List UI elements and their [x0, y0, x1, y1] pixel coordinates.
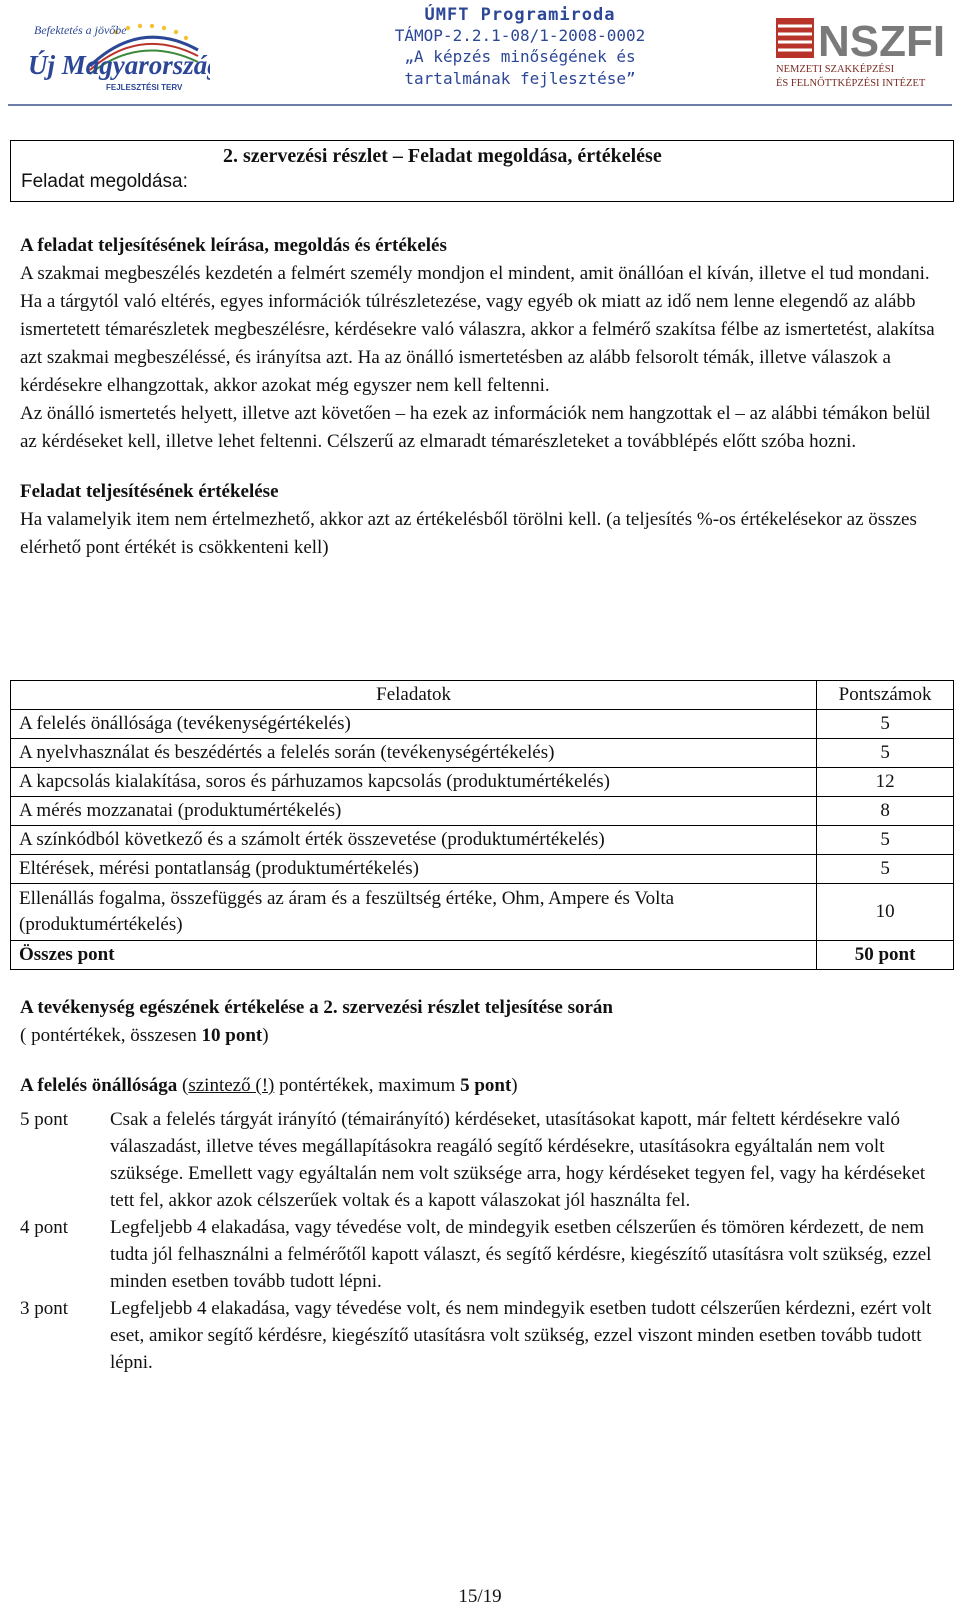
- program-title: „A képzés minőségének és tartalmának fejlesztése”: [404, 47, 636, 88]
- page-header: [0, 0, 960, 108]
- level-text: Legfeljebb 4 elakadása, vagy tévedése volt, de mindegyik esetben célszerűen és tömören kérdezett, de nem tudta jól felhasználni a felmérőtől kapott választ, és segítő kérdésre, kiegészítő utasításra volt szükség, ezzel minden esetben tovább tudott lépni.: [110, 1217, 932, 1292]
- evaluation-paragraph: Ha valamelyik item nem értelmezhető, akkor azt az értékelésből törölni kell. (a teljesítés %-os értékelésekor az összes elérhető pont értékét is csökkenteni kell): [20, 509, 917, 558]
- table-row: [11, 855, 954, 884]
- row-task: Eltérések, mérési pontatlanság (produktumértékelés): [11, 855, 817, 884]
- table-row: [11, 884, 954, 941]
- solution-label: Feladat megoldása:: [21, 171, 188, 192]
- table-header-row: [11, 681, 954, 710]
- program-office-block: [380, 4, 660, 90]
- row-points: 5: [817, 826, 954, 855]
- criterion-max: 5 pont: [460, 1075, 512, 1096]
- header-divider: [8, 104, 952, 106]
- description-paragraph-1: A szakmai megbeszélés kezdetén a felmért személy mondjon el mindent, amit önállóan el kíván, illetve el tud mondani. Ha a tárgytól való eltérés, egyes információk túlrészletezése, vagy egyéb ok miatt az idő nem lenne elegendő az alább ismertetett témarészletek megbeszélésre, kérdésekre való válaszra, akkor a felmérő szakítsa félbe az ismertetést, alakítsa azt szakmai megbeszéléssé, és irányítsa azt. Ha az önálló ismertetésben az alább felsorolt témák, illetve válaszok a kérdésekre elhangzottak, akkor azokat még egyszer nem kell feltenni.: [20, 263, 935, 396]
- row-points: 12: [817, 768, 954, 797]
- list-item: [20, 1295, 950, 1376]
- row-task: A nyelvhasználat és beszédértés a felelés során (tevékenységértékelés): [11, 739, 817, 768]
- activity-heading: A tevékenység egészének értékelése a 2. szervezési részlet teljesítése során: [20, 997, 613, 1018]
- header-tasks: Feladatok: [11, 681, 817, 710]
- level-text: Legfeljebb 4 elakadása, vagy tévedése volt, és nem mindegyik esetben tudott célszerűen kérdezni, ezért volt eset, amikor segítő kérdésre, kiegészítő utasításra volt szükség, ezzel viszont minden esetben tovább tudott lépni.: [110, 1298, 932, 1373]
- row-task: A színkódból következő és a számolt érték összevetése (produktumértékelés): [11, 826, 817, 855]
- section-title-box: [10, 140, 954, 202]
- evaluation-heading: Feladat teljesítésének értékelése: [20, 481, 279, 502]
- uj-magyarorszag-logo: [20, 10, 210, 98]
- header-points: Pontszámok: [817, 681, 954, 710]
- scoring-levels: [20, 1106, 950, 1376]
- row-task: A kapcsolás kialakítása, soros és párhuzamos kapcsolás (produktumértékelés): [11, 768, 817, 797]
- logo-sub: FEJLESZTÉSI TERV: [106, 83, 183, 92]
- description-paragraph-2: Az önálló ismertetés helyett, illetve azt követően – ha ezek az információk nem hangzottak el – az alábbi témákon belül az kérdéseket kell, illetve lehet feltenni. Célszerű az elmaradt témarészleteket a továbblépés előtt szóba hozni.: [20, 403, 931, 452]
- table-row: [11, 768, 954, 797]
- level-points: 4 pont: [20, 1217, 69, 1238]
- nszfi-sub1: NEMZETI SZAKKÉPZÉSI: [776, 64, 895, 75]
- page-number: 15/19: [458, 1586, 502, 1607]
- row-points: 10: [817, 884, 954, 941]
- level-points: 3 pont: [20, 1298, 69, 1319]
- row-points: 5: [817, 739, 954, 768]
- row-task: Ellenállás fogalma, összefüggés az áram és a feszültség értéke, Ohm, Ampere és Volta (produktumértékelés): [11, 884, 817, 941]
- level-text: Csak a felelés tárgyát irányító (témairányító) kérdéseket, utasításokat kapott, már feltett kérdésekre való válaszadást, illetve téves megállapításokra reagáló segítő kérdésekre, utasításokra egyáltalán nem volt szüksége. Emellett vagy egyáltalán nem volt szüksége arra, hogy kérdéseket tegyen fel, vagy ha kérdéseket tett fel, akkor azok célszerűek voltak és a kapott válaszokat jól használta fel.: [110, 1109, 926, 1211]
- table-row: [11, 739, 954, 768]
- criterion-name: A felelés önállósága: [20, 1075, 178, 1096]
- score-table: [10, 680, 954, 970]
- table-total-row: [11, 941, 954, 970]
- row-points: 5: [817, 855, 954, 884]
- logo-name: Új Magyarország: [28, 50, 210, 80]
- row-task: A felelés önállósága (tevékenységértékelés): [11, 710, 817, 739]
- nszfi-sub2: ÉS FELNŐTTKÉPZÉSI INTÉZET: [776, 78, 926, 89]
- nszfi-logo: [774, 12, 946, 92]
- criterion-line: A felelés önállósága (szintező (!) pontértékek, maximum 5 pont): [20, 1075, 518, 1096]
- task-description: [20, 232, 950, 562]
- list-item: [20, 1214, 950, 1295]
- row-points: 5: [817, 710, 954, 739]
- section-title: 2. szervezési részlet – Feladat megoldása, értékelése: [223, 145, 662, 167]
- table-row: [11, 710, 954, 739]
- total-points: 50 pont: [817, 941, 954, 970]
- total-label: Összes pont: [11, 941, 817, 970]
- description-heading: A feladat teljesítésének leírása, megoldás és értékelés: [20, 235, 447, 256]
- activity-evaluation: [20, 994, 950, 1100]
- row-task: A mérés mozzanatai (produktumértékelés): [11, 797, 817, 826]
- level-points: 5 pont: [20, 1109, 69, 1130]
- nszfi-name: NSZFI: [818, 17, 946, 66]
- table-row: [11, 797, 954, 826]
- table-row: [11, 826, 954, 855]
- program-code: TÁMOP-2.2.1-08/1-2008-0002: [394, 26, 646, 45]
- activity-subheading: ( pontértékek, összesen 10 pont): [20, 1025, 269, 1046]
- program-office-name: ÚMFT Programiroda: [424, 5, 616, 25]
- row-points: 8: [817, 797, 954, 826]
- criterion-scale: szintező (!): [188, 1075, 275, 1096]
- nszfi-emblem-icon: [776, 18, 814, 58]
- logo-tagline: Befektetés a jövőbe: [34, 23, 127, 37]
- list-item: [20, 1106, 950, 1214]
